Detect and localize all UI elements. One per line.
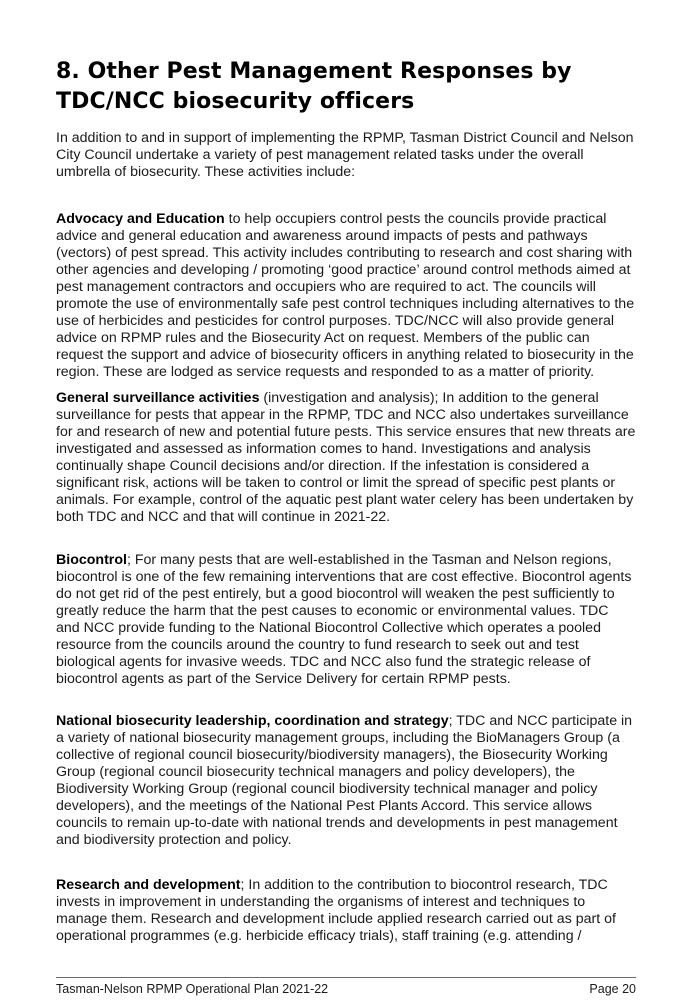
- national-paragraph: [56, 713, 636, 849]
- advocacy-body: to help occupiers control pests the councils provide practical advice and general education and awareness around impacts of pests and pathways (vectors) of pest spread. This activity includes contributing to research and cost sharing with other agencies and developing / promoting ‘good practice’ around control methods aimed at pest management contractors and occupiers who are required to act. The councils will promote the use of environmentally safe pest control techniques including alternatives to the use of herbicides and pesticides for control purposes. TDC/NCC will also provide general advice on RPMP rules and the Biosecurity Act on request. Members of the public can request the support and advice of biosecurity officers in anything related to biosecurity in the region. These are lodged as service requests and responded to as a matter of priority.: [56, 211, 635, 380]
- biocontrol-body: ; For many pests that are well-established in the Tasman and Nelson regions, biocontrol is one of the few remaining interventions that are cost effective. Biocontrol agents do not get rid of the pest entirely, but a good biocontrol will weaken the pest sufficiently to greatly reduce the harm that the pest causes to economic or environmental values. TDC and NCC provide funding to the National Biocontrol Collective which operates a pooled resource from the councils around the country to fund research to seek out and test biological agents for invasive weeds. TDC and NCC also fund the strategic release of biocontrol agents as part of the Service Delivery for certain RPMP pests.: [56, 552, 632, 687]
- section-heading: 8. Other Pest Management Responses by TDC/NCC biosecurity officers: [56, 59, 572, 114]
- biocontrol-paragraph: [56, 552, 636, 688]
- footer-divider: [56, 977, 636, 978]
- biocontrol-title: Biocontrol: [56, 552, 127, 568]
- footer-document-title: Tasman-Nelson RPMP Operational Plan 2021-22: [56, 982, 329, 996]
- research-paragraph: [56, 877, 636, 945]
- intro-paragraph: In addition to and in support of implementing the RPMP, Tasman District Council and Nelson City Council undertake a variety of pest management related tasks under the overall umbrella of biosecurity. These activities include:: [56, 130, 634, 180]
- research-title: Research and development: [56, 877, 241, 893]
- surveillance-paragraph: [56, 390, 636, 526]
- surveillance-title: General surveillance activities: [56, 390, 260, 406]
- surveillance-body: (investigation and analysis); In addition to the general surveillance for pests that appear in the RPMP, TDC and NCC also undertakes surveillance for and research of new and potential future pests. This service ensures that new threats are investigated and assessed as information comes to hand. Investigations and analysis continually shape Council decisions and/or direction. If the infestation is considered a significant risk, actions will be taken to control or limit the spread of specific pest plants or animals. For example, control of the aquatic pest plant water celery has been undertaken by both TDC and NCC and that will continue in 2021-22.: [56, 390, 636, 525]
- advocacy-title: Advocacy and Education: [56, 211, 225, 227]
- national-body: ; TDC and NCC participate in a variety of national biosecurity management groups, including the BioManagers Group (a collective of regional council biosecurity/biodiversity managers), the Biosecurity Working Group (regional council biosecurity technical managers and policy developers), the Biodiversity Working Group (regional council biodiversity technical manager and policy developers), and the meetings of the National Pest Plants Accord. This service allows councils to remain up-to-date with national trends and developments in pest management and biodiversity protection and policy.: [56, 713, 633, 848]
- advocacy-paragraph: [56, 211, 636, 381]
- national-title: National biosecurity leadership, coordination and strategy: [56, 713, 449, 729]
- research-body: ; In addition to the contribution to biocontrol research, TDC invests in improvement in understanding the organisms of interest and techniques to manage them. Research and development include applied research carried out as part of operational programmes (e.g. herbicide efficacy trials), staff training (e.g. attending /: [56, 877, 616, 944]
- footer-page-number: Page 20: [589, 982, 636, 996]
